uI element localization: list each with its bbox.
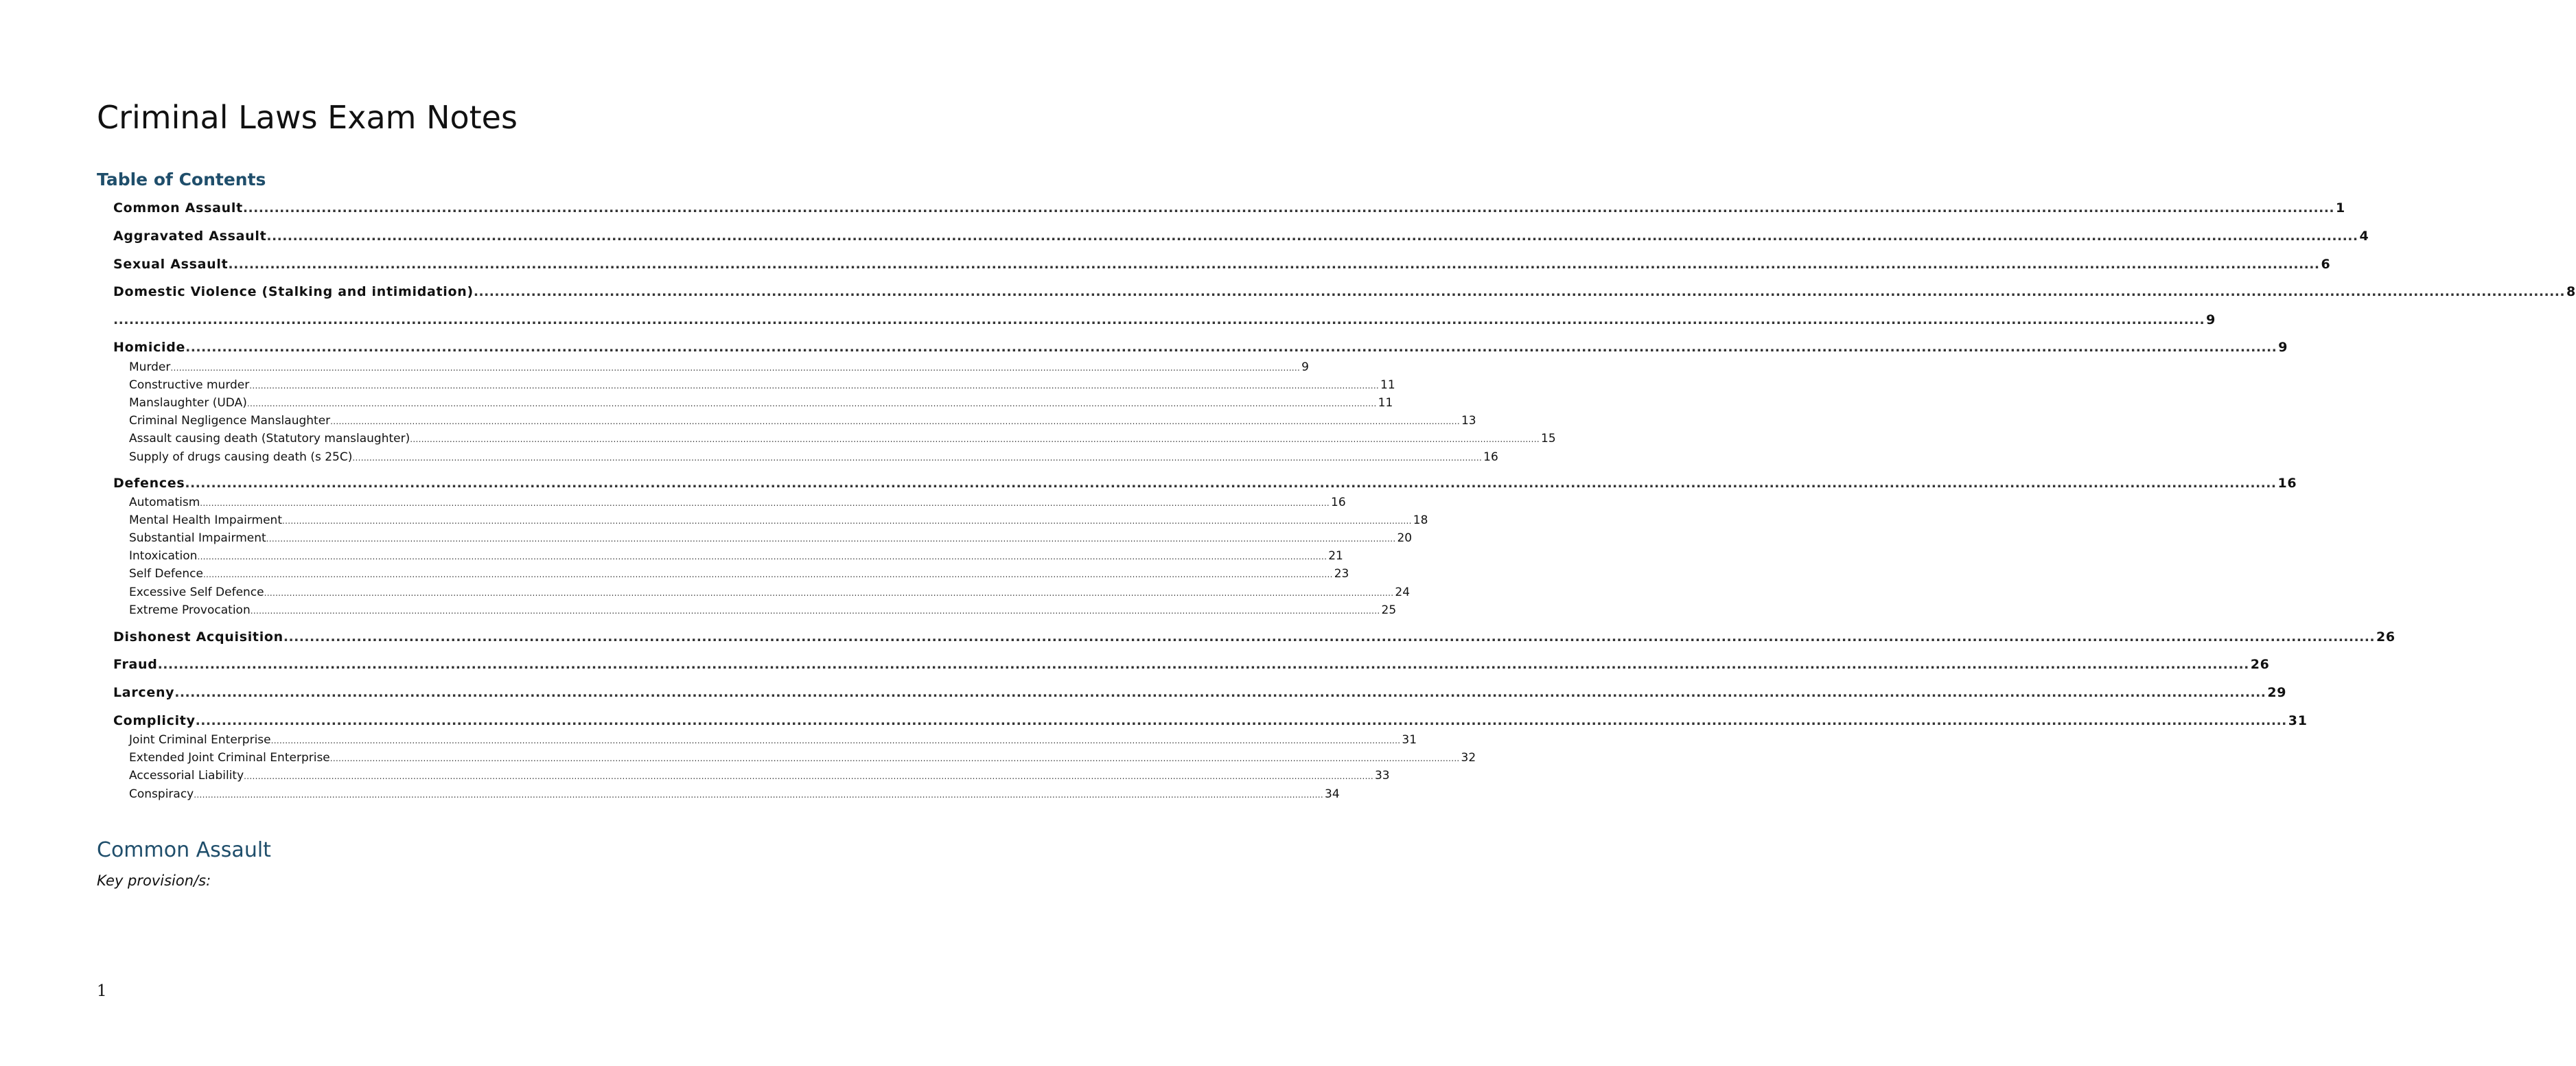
toc-leader: ................................................................................................................................................................................................................................................................................................................................................................................................................ [157, 657, 2249, 672]
toc-subentry-intoxication[interactable]: Intoxication ................................................................................................................................................................................................................................................................................................................................................................................................................ 21 [129, 549, 1343, 563]
toc-page-number: 9 [2206, 312, 2216, 327]
toc-subentry-substantial-impairment[interactable]: Substantial Impairment ................................................................................................................................................................................................................................................................................................................................................................................................................ 20 [129, 531, 1413, 545]
toc-page-number: 8 [2566, 284, 2576, 299]
toc-leader: ................................................................................................................................................................................................................................................................................................................................................................................................................ [246, 399, 1377, 408]
toc-leader: ................................................................................................................................................................................................................................................................................................................................................................................................................ [195, 713, 2287, 728]
toc-entry-blank[interactable] [113, 312, 2216, 332]
toc-entry-dishonest-acquisition[interactable]: Dishonest Acquisition ................................................................................................................................................................................................................................................................................................................................................................................................................ 26 [113, 629, 2395, 645]
toc-page-number: 6 [2321, 257, 2331, 272]
toc-entry-complicity[interactable]: Complicity ................................................................................................................................................................................................................................................................................................................................................................................................................ 31 [113, 713, 2308, 728]
toc-leader: ................................................................................................................................................................................................................................................................................................................................................................................................................ [264, 588, 1394, 598]
toc-leader: ................................................................................................................................................................................................................................................................................................................................................................................................................ [244, 772, 1373, 781]
toc-leader: ................................................................................................................................................................................................................................................................................................................................................................................................................ [228, 257, 2320, 272]
toc-page-number: 34 [1325, 787, 1340, 801]
toc-page-number: 11 [1380, 378, 1395, 392]
toc-page-number: 11 [1378, 396, 1393, 410]
toc-subentry-extended-joint-criminal-enterprise[interactable]: Extended Joint Criminal Enterprise ................................................................................................................................................................................................................................................................................................................................................................................................................ 32 [129, 751, 1476, 765]
toc-page-number: 24 [1395, 586, 1411, 599]
toc-leader: ................................................................................................................................................................................................................................................................................................................................................................................................................ [242, 200, 2334, 216]
toc-leader: ................................................................................................................................................................................................................................................................................................................................................................................................................ [250, 606, 1380, 616]
toc-leader: ................................................................................................................................................................................................................................................................................................................................................................................................................ [185, 476, 2277, 491]
toc-entry-aggravated-assault[interactable]: Aggravated Assault ................................................................................................................................................................................................................................................................................................................................................................................................................ 4 [113, 229, 2369, 244]
toc-heading: Table of Contents [97, 170, 266, 189]
toc-subentry-assault-causing-death[interactable]: Assault causing death (Statutory manslaughter) ................................................................................................................................................................................................................................................................................................................................................................................................................ 15 [129, 432, 1556, 445]
toc-subentry-constructive-murder[interactable]: Constructive murder ................................................................................................................................................................................................................................................................................................................................................................................................................ 11 [129, 378, 1395, 392]
toc-entry-sexual-assault[interactable]: Sexual Assault ................................................................................................................................................................................................................................................................................................................................................................................................................ 6 [113, 257, 2331, 272]
toc-page-number: 32 [1461, 751, 1476, 765]
toc-subentry-conspiracy[interactable]: Conspiracy ................................................................................................................................................................................................................................................................................................................................................................................................................ 34 [129, 787, 1340, 801]
toc-entry-common-assault[interactable]: Common Assault ................................................................................................................................................................................................................................................................................................................................................................................................................ 1 [113, 200, 2345, 216]
toc-subentry-excessive-self-defence[interactable]: Excessive Self Defence ................................................................................................................................................................................................................................................................................................................................................................................................................ 24 [129, 586, 1411, 599]
toc-leader: ................................................................................................................................................................................................................................................................................................................................................................................................................ [197, 552, 1327, 561]
toc-subentry-accessorial-liability[interactable]: Accessorial Liability ................................................................................................................................................................................................................................................................................................................................................................................................................ 33 [129, 769, 1390, 783]
toc-subentry-criminal-negligence-manslaughter[interactable]: Criminal Negligence Manslaughter ................................................................................................................................................................................................................................................................................................................................................................................................................ 13 [129, 414, 1476, 428]
page-number: 1 [97, 982, 107, 1000]
toc-page-number: 9 [1301, 360, 1309, 374]
toc-page-number: 26 [2376, 629, 2395, 645]
toc-page-number: 16 [2277, 476, 2297, 491]
toc-subentry-mental-health-impairment[interactable]: Mental Health Impairment ................................................................................................................................................................................................................................................................................................................................................................................................................ 18 [129, 513, 1428, 527]
toc-page-number: 31 [2288, 713, 2308, 728]
toc-subentry-supply-of-drugs[interactable]: Supply of drugs causing death (s 25C) ................................................................................................................................................................................................................................................................................................................................................................................................................ 16 [129, 450, 1498, 464]
toc-page-number: 31 [1402, 733, 1417, 747]
toc-page-number: 29 [2267, 685, 2287, 700]
toc-leader: ................................................................................................................................................................................................................................................................................................................................................................................................................ [113, 312, 2205, 327]
toc-page-number: 9 [2278, 340, 2288, 355]
toc-leader: ................................................................................................................................................................................................................................................................................................................................................................................................................ [185, 340, 2277, 355]
toc-page-number: 13 [1461, 414, 1476, 428]
toc-subentry-manslaughter-uda[interactable]: Manslaughter (UDA) ................................................................................................................................................................................................................................................................................................................................................................................................................ 11 [129, 396, 1393, 410]
toc-page-number: 15 [1541, 432, 1556, 445]
toc-subentry-self-defence[interactable]: Self Defence ................................................................................................................................................................................................................................................................................................................................................................................................................ 23 [129, 567, 1349, 581]
toc-entry-domestic-violence[interactable]: Domestic Violence (Stalking and intimidation) ................................................................................................................................................................................................................................................................................................................................................................................................................ 8 [113, 284, 2576, 299]
toc-leader: ................................................................................................................................................................................................................................................................................................................................................................................................................ [352, 453, 1483, 463]
toc-page-number: 20 [1397, 531, 1413, 545]
toc-subentry-joint-criminal-enterprise[interactable]: Joint Criminal Enterprise ................................................................................................................................................................................................................................................................................................................................................................................................................ 31 [129, 733, 1417, 747]
toc-entry-homicide[interactable]: Homicide ................................................................................................................................................................................................................................................................................................................................................................................................................ 9 [113, 340, 2288, 355]
toc-leader: ................................................................................................................................................................................................................................................................................................................................................................................................................ [266, 229, 2358, 244]
toc-page-number: 4 [2359, 229, 2369, 244]
toc-leader: ................................................................................................................................................................................................................................................................................................................................................................................................................ [282, 516, 1412, 526]
section-heading-common-assault: Common Assault [97, 838, 271, 862]
toc-subentry-murder[interactable]: Murder ................................................................................................................................................................................................................................................................................................................................................................................................................ 9 [129, 360, 1309, 374]
toc-page-number: 16 [1331, 496, 1346, 509]
toc-page-number: 26 [2250, 657, 2270, 672]
toc-leader: ................................................................................................................................................................................................................................................................................................................................................................................................................ [200, 498, 1330, 508]
toc-leader: ................................................................................................................................................................................................................................................................................................................................................................................................................ [283, 629, 2376, 645]
toc-leader: ................................................................................................................................................................................................................................................................................................................................................................................................................ [330, 417, 1460, 426]
toc-entry-defences[interactable]: Defences ................................................................................................................................................................................................................................................................................................................................................................................................................ 16 [113, 476, 2297, 491]
toc-page-number: 18 [1413, 513, 1428, 527]
toc-page-number: 1 [2335, 200, 2345, 216]
toc-leader: ................................................................................................................................................................................................................................................................................................................................................................................................................ [194, 790, 1324, 800]
toc-page-number: 23 [1334, 567, 1349, 581]
toc-leader: ................................................................................................................................................................................................................................................................................................................................................................................................................ [202, 570, 1333, 579]
toc-entry-fraud[interactable]: Fraud ................................................................................................................................................................................................................................................................................................................................................................................................................ 26 [113, 657, 2270, 672]
toc-leader: ................................................................................................................................................................................................................................................................................................................................................................................................................ [174, 685, 2266, 700]
toc-leader: ................................................................................................................................................................................................................................................................................................................................................................................................................ [473, 284, 2565, 299]
toc-subentry-automatism[interactable]: Automatism ................................................................................................................................................................................................................................................................................................................................................................................................................ 16 [129, 496, 1346, 509]
toc-leader: ................................................................................................................................................................................................................................................................................................................................................................................................................ [170, 363, 1301, 373]
toc-page-number: 33 [1374, 769, 1390, 783]
key-provision-label: Key provision/s: [97, 872, 211, 889]
toc-subentry-extreme-provocation[interactable]: Extreme Provocation ................................................................................................................................................................................................................................................................................................................................................................................................................ 25 [129, 603, 1397, 617]
document-title: Criminal Laws Exam Notes [97, 99, 518, 136]
toc-leader: ................................................................................................................................................................................................................................................................................................................................................................................................................ [266, 534, 1396, 544]
toc-entry-larceny[interactable]: Larceny ................................................................................................................................................................................................................................................................................................................................................................................................................ 29 [113, 685, 2287, 700]
toc-leader: ................................................................................................................................................................................................................................................................................................................................................................................................................ [249, 381, 1380, 391]
toc-page-number: 25 [1381, 603, 1397, 617]
toc-page-number: 21 [1328, 549, 1343, 563]
toc-page-number: 16 [1483, 450, 1498, 464]
toc-leader: ................................................................................................................................................................................................................................................................................................................................................................................................................ [270, 736, 1401, 745]
toc-leader: ................................................................................................................................................................................................................................................................................................................................................................................................................ [329, 754, 1460, 763]
toc-leader: ................................................................................................................................................................................................................................................................................................................................................................................................................ [410, 434, 1540, 444]
